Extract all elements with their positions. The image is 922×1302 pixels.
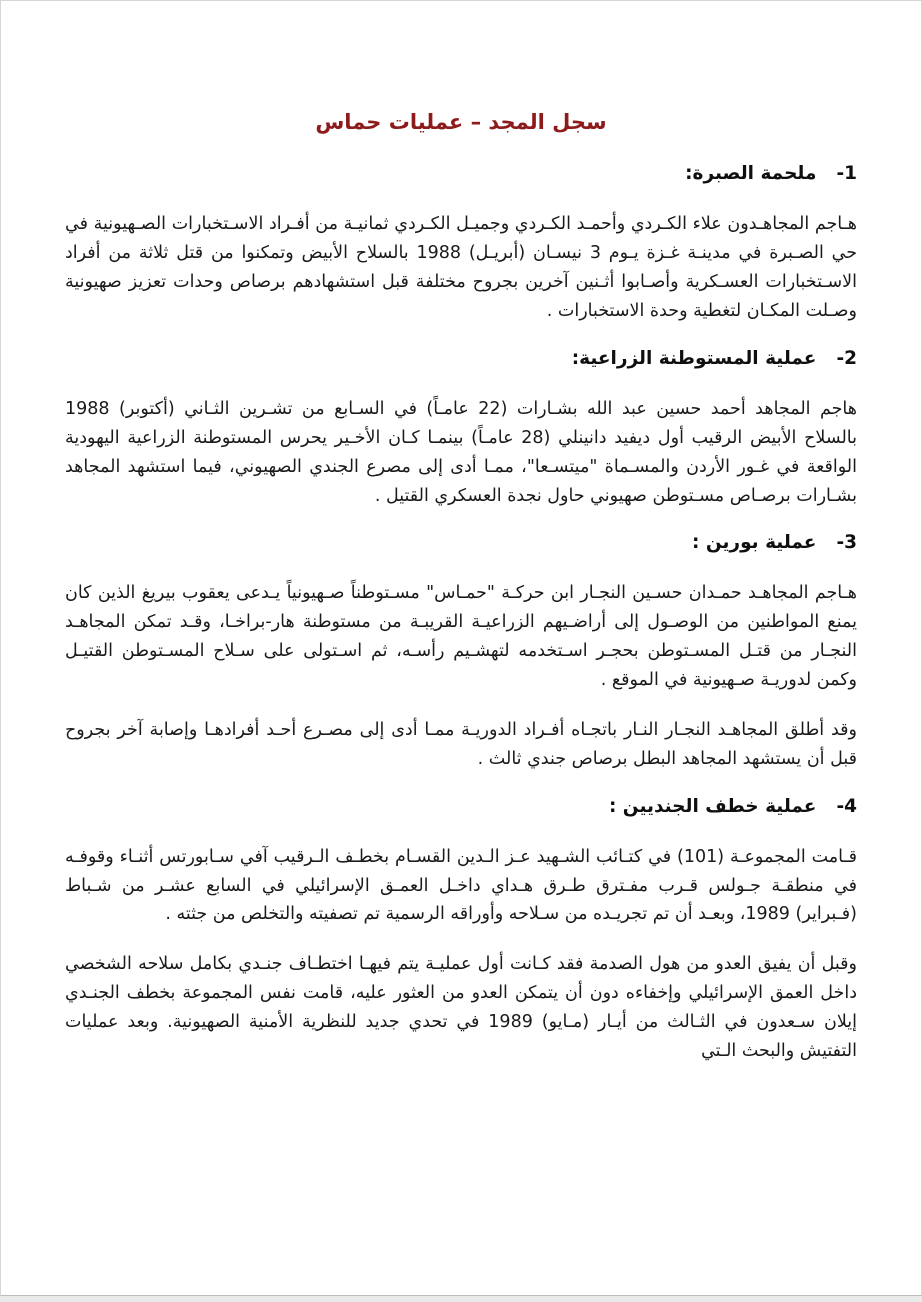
section-number: 2- — [836, 347, 857, 369]
document-title: سجل المجد – عمليات حماس — [315, 110, 607, 134]
section-heading — [65, 162, 857, 186]
section-number: 3- — [836, 532, 857, 554]
section-number: 1- — [836, 163, 857, 185]
section-heading — [65, 347, 857, 371]
section-heading-text: عملية بورين : — [692, 532, 817, 554]
sections-container — [65, 162, 857, 1066]
section-heading-text: عملية خطف الجنديين : — [608, 795, 817, 817]
section-heading — [65, 795, 857, 819]
section-number: 4- — [836, 795, 857, 817]
document-section — [65, 531, 857, 773]
paragraph: وقد أطلق المجاهـد النجـار النـار باتجـاه أفـراد الدوريـة ممـا أدى إلى مصـرع أحـد أفرادهـا وإصابة آخر بجروح قبل أن يستشهد المجاهد البطل برصاص جندي ثالث . — [65, 719, 857, 769]
document-section — [65, 162, 857, 326]
paragraph: وقبل أن يفيق العدو من هول الصدمة فقد كـانت أول عمليـة يتم فيهـا اختطـاف جنـدي بكامل سلاحه الشخصي داخل العمق الإسرائيلي وإخفاءه دون أن يتمكن العدو من العثور عليه، قامت نفس المجموعة بخطف الجنـدي إيلان سـعدون في الثـالث من أيـار (مـايو) 1989 في تحدي جديد للنظرية الأمنية الصهيونية. وبعد عمليات التفتيش والبحث الـتي — [65, 954, 857, 1061]
document-section — [65, 347, 857, 511]
section-heading-text: ملحمة الصبرة: — [685, 163, 817, 185]
paragraph: هاجم المجاهد أحمد حسين عبد الله بشـارات (22 عامـاً) في السـابع من تشـرين الثـاني (أكتوبر) 1988 بالسلاح الأبيض الرقيب أول ديفيد دانينلي (28 عامـاً) بينمـا كـان الأخـير يحرس المستوطنة الزراعية اليهودية الواقعة في غـور الأردن والمسـماة "ميتسـعا"، ممـا أدى إلى مصرع الجندي الصهيوني، فيما استشهد المجاهد بشـارات برصـاص مسـتوطن صهيوني حاول نجدة العسكري القتيل . — [65, 398, 857, 506]
paragraph: قـامت المجموعـة (101) في كتـائب الشـهيد عـز الـدين القسـام بخطـف الـرقيب آفي سـابورتس أثنـاء وقوفـه في منطقـة جـولس قـرب مفـترق طـرق هـداي داخـل العمـق الإسرائيلي في السابع عشـر من شـباط (فـبراير) 1989، وبعـد أن تم تجريـده من سـلاحه وأوراقه الرسمية تم تصفيته والتخلص من جثته . — [65, 846, 857, 925]
paragraph: هـاجم المجاهـد حمـدان حسـين النجـار ابن حركـة "حمـاس" مسـتوطناً صـهيونياً يـدعى يعقوب بيريغ الذين كان يمنع المواطنين من الوصـول إلى أراضـيهم الزراعيـة القريبـة من مستوطنة هار-براخـا، وقـد تمكن المجاهـد النجـار من قتـل المسـتوطن بحجـر اسـتخدمه لتهشـيم رأسـه، ثم اسـتولى على سـلاح المسـتوطن القتيـل وكمن لدوريـة صـهيونية في الموقع . — [65, 583, 857, 691]
section-heading — [65, 531, 857, 555]
paragraph: هـاجم المجاهـدون علاء الكـردي وأحمـد الكـردي وجميـل الكـردي ثمانيـة من أفـراد الاسـتخبارات الصـهيونية في حي الصـبرة في مدينـة غـزة يـوم 3 نيسـان (أبريـل) 1988 بالسلاح الأبيض وتمكنوا من قتل ثلاثة من أفراد الاسـتخبارات العسـكرية وأصـابوا أثـنين آخرين بجروح مختلفة قبل استشهادهم برصاص وحدات تعزيز صهيونية وصـلت المكـان لتغطية وحدة الاستخبارات . — [65, 214, 858, 321]
document-section — [65, 795, 857, 1066]
section-heading-text: عملية المستوطنة الزراعية: — [571, 347, 817, 369]
